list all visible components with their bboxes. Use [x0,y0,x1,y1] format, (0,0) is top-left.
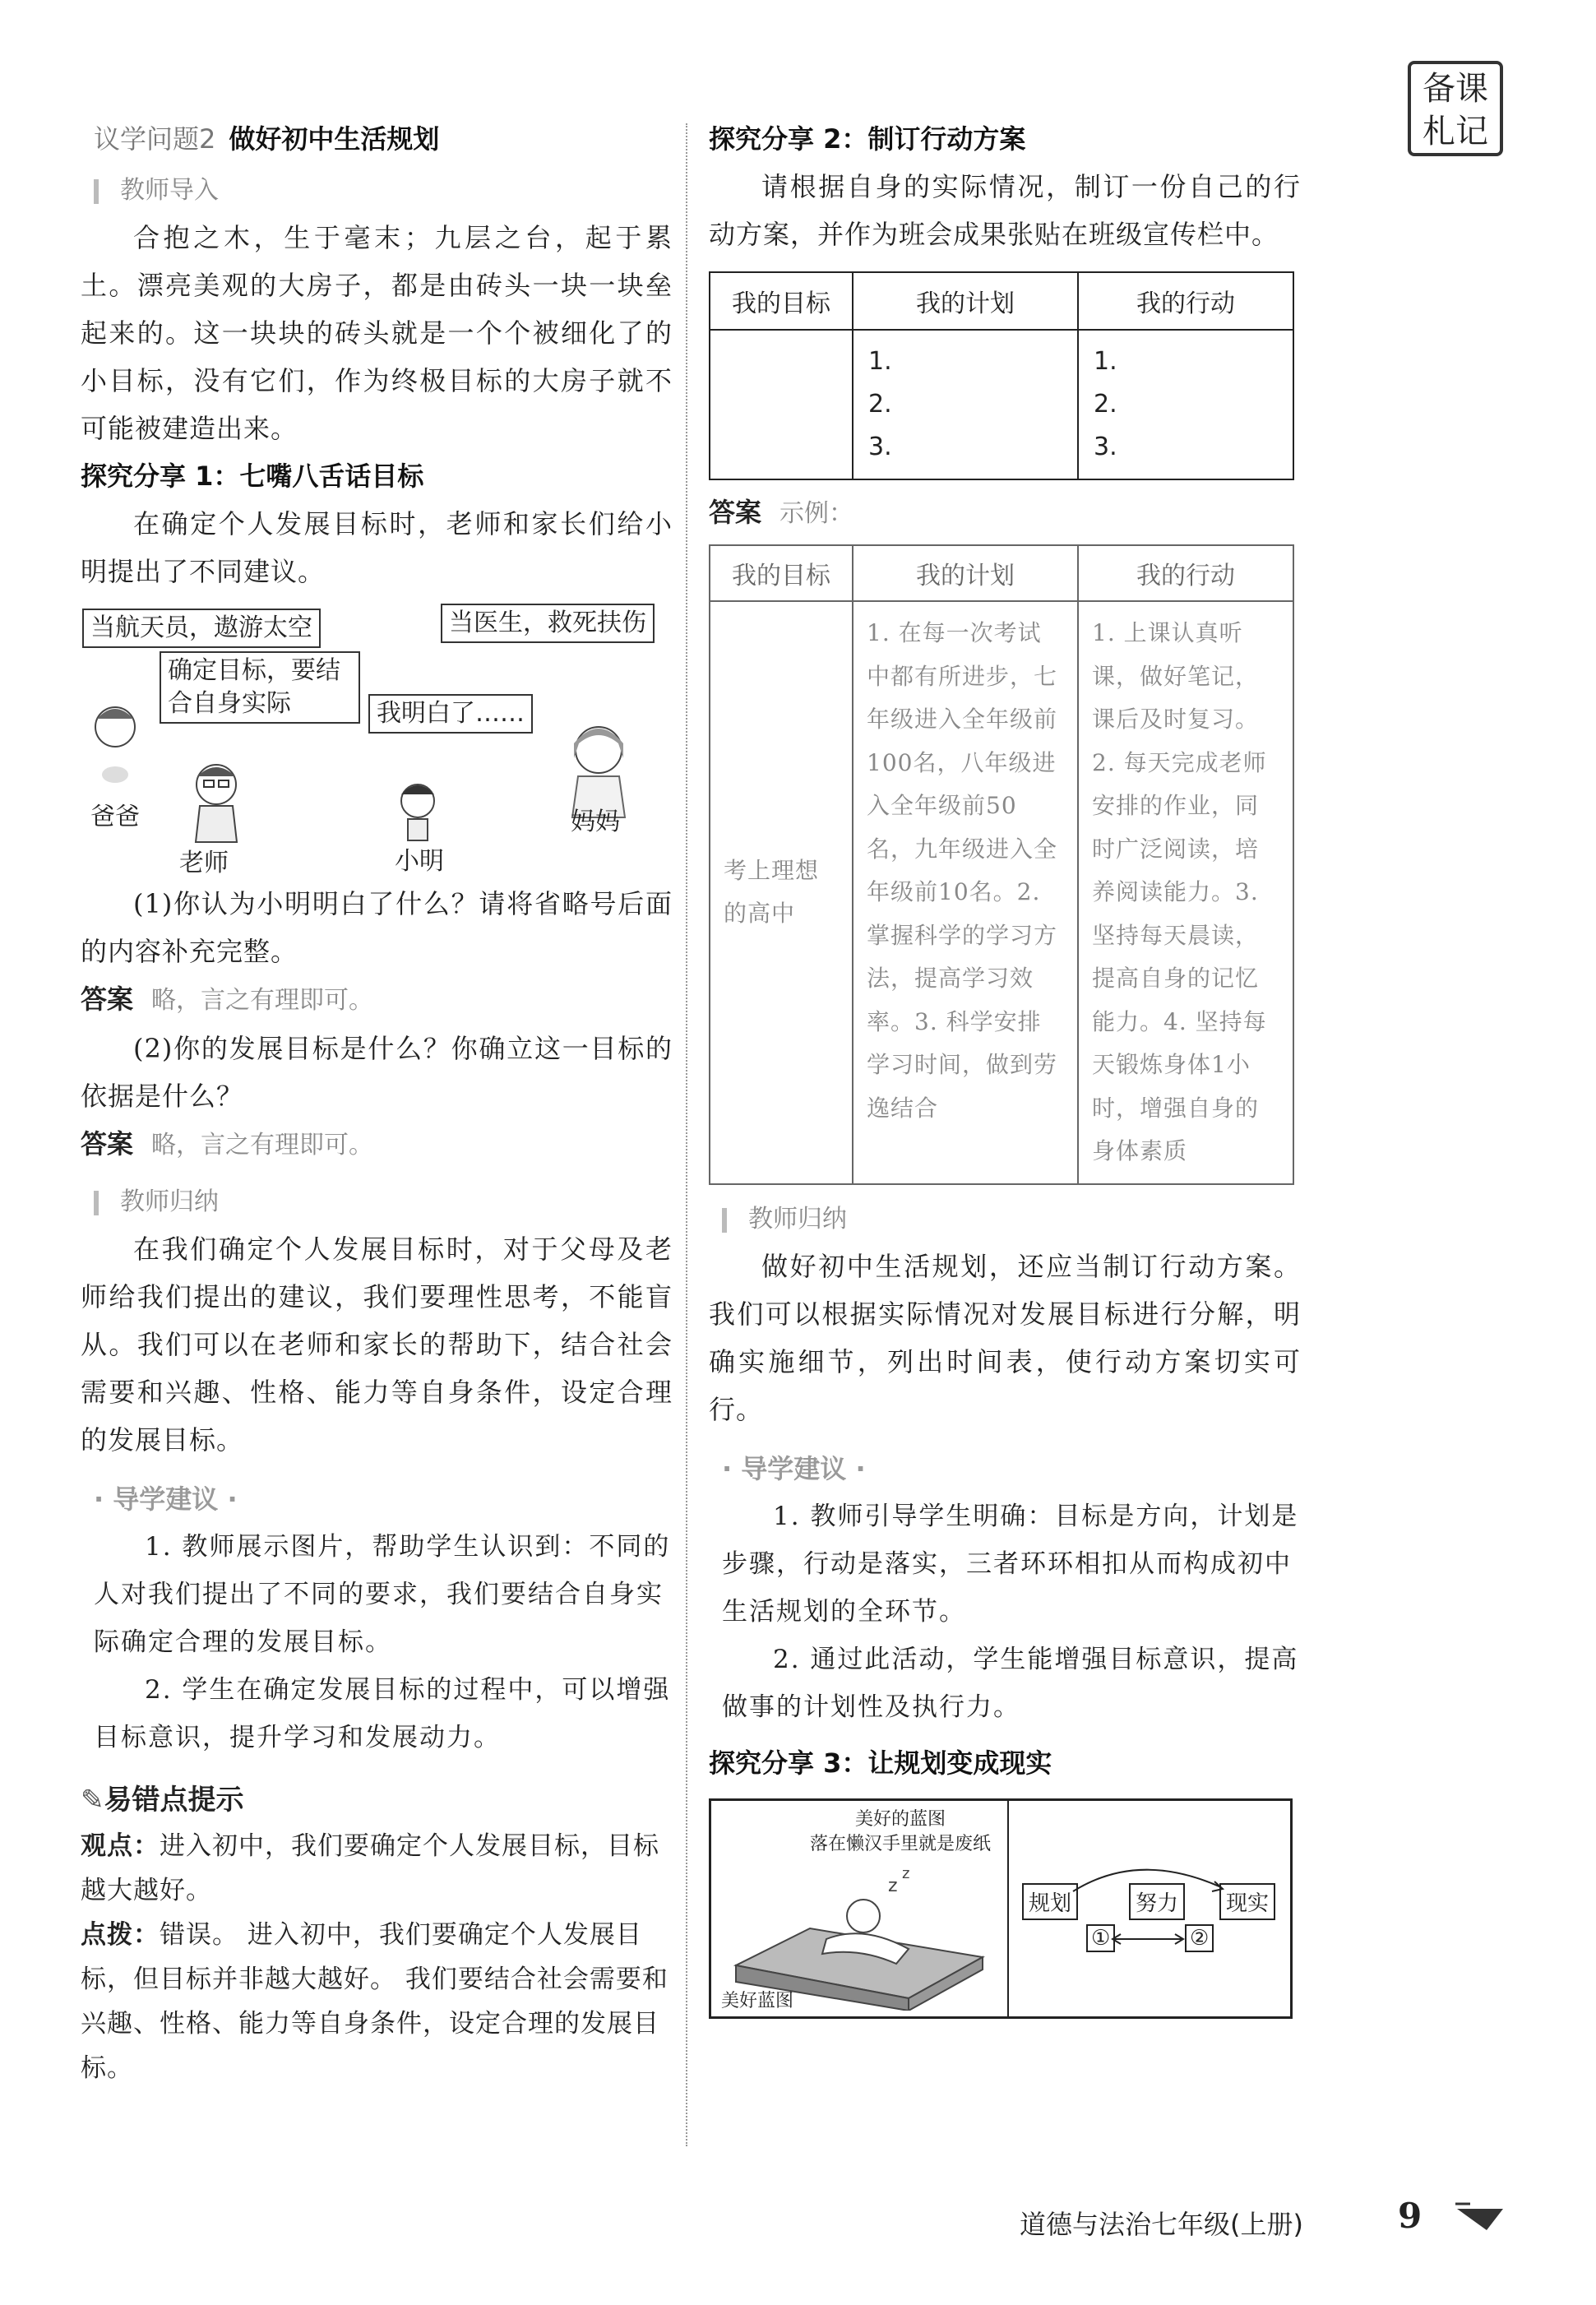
blank-plan-item: 2. [868,390,892,419]
ans-plan-cell: 1. 在每一次考试中都有所进步，七年级进入全年级前100名，八年级进入全年级前50名，九年级进入全年级前10名。2. 掌握科学的学习方法，提高学习效率。3. 科学安排学习时间，做到劳逸结合 [853,601,1078,1184]
svg-text:z: z [888,1875,898,1896]
left-column [81,115,673,2090]
answer-1-label: 答案 [81,984,134,1015]
blank-plan-cell [853,330,1078,479]
box-reality: 现实 [1219,1883,1275,1920]
share1-paragraph: 在确定个人发展目标时，老师和家长们给小明提出了不同建议。 [81,508,673,587]
right-guide-item-2: 2. 通过此活动，学生能增强目标意识，提高做事的计划性及执行力。 [722,1644,1299,1722]
right-guide-item-1: 1. 教师引导学生明确：目标是方向，计划是步骤，行动是落实，三者环环相扣从而构成初中生活规划的全环节。 [722,1501,1299,1627]
prep-notes-badge: 备课札记 [1408,61,1503,156]
blank-action-item: 1. [1094,347,1117,376]
dad-figure [95,707,135,783]
name-dad: 爸爸 [90,803,140,831]
answer-2-text: 略，言之有理即可。 [151,1131,374,1159]
tip-view-label: 观点： [81,1831,160,1861]
book-label: 美好蓝图 [721,1990,794,2011]
blank-plan-item: 1. [868,347,892,376]
right-guide-title: · 导学建议 · [722,1452,866,1484]
right-column [709,115,1301,2019]
answer-example [709,488,1301,538]
plan-table-body-row [710,330,1293,479]
topic-text: 做好初中生活规划 [229,123,440,155]
answer-table-body-row [710,601,1293,1184]
answer-2-label: 答案 [81,1128,134,1159]
cartoon-figures [81,661,673,875]
summary-paragraph: 在我们确定个人发展目标时，对于父母及老师给我们提出的建议，我们要理性思考，不能盲从。我们可以在老师和家长的帮助下，结合社会需要和兴趣、性格、能力等自身条件，设定合理的发展目标。 [81,1233,673,1456]
tip-view-text: 进入初中，我们要确定个人发展目标，目标越大越好。 [81,1831,659,1905]
name-mom: 妈妈 [571,808,620,836]
guide-item-2: 2. 学生在确定发展目标的过程中，可以增强目标意识，提升学习和发展动力。 [94,1675,671,1752]
ans-header-goal: 我的目标 [710,545,853,601]
diagram-caption [802,1807,999,1857]
tip-title-text: 易错点提示 [104,1784,244,1817]
plan-table-blank [709,271,1294,480]
plan-reality-diagram [709,1798,1293,2019]
guide-title: · 导学建议 · [94,1483,238,1515]
answer-example-label: 答案 [709,497,762,528]
cartoon-illustration [81,604,673,875]
footer-book-title: 道德与法治七年级(上册) [1020,2209,1303,2240]
guide-item-1: 1. 教师展示图片，帮助学生认识到：不同的人对我们提出了不同的要求，我们要结合自身实际确定合理的发展目标。 [94,1532,671,1657]
bubble-dad: 当航天员，遨游太空 [82,609,321,648]
diagram-caption-line1: 美好的蓝图 [854,1808,946,1830]
plan-table-header-row [710,272,1293,330]
svg-text:z: z [902,1864,910,1882]
intro-paragraph: 合抱之木，生于毫末；九层之台，起于累土。漂亮美观的大房子，都是由砖头一块一块垒起来的。这一块块的砖头就是一个个被细化了的小目标，没有它们，作为终极目标的大房子就不可能被建造出来。 [81,222,673,444]
blank-action-cell [1078,330,1293,479]
question-2: (2)你的发展目标是什么？你确立这一目标的依据是什么？ [81,1033,673,1112]
column-divider [686,123,687,2146]
name-teacher: 老师 [179,849,229,877]
page-number: 9 [1398,2196,1423,2236]
header-goal: 我的目标 [710,272,853,330]
topic-label: 议学问题2 [94,123,216,155]
pencil-icon: ✎ [81,1784,104,1817]
blank-action-item: 2. [1094,390,1117,419]
blank-action-item: 3. [1094,433,1117,461]
header-plan: 我的计划 [853,272,1078,330]
box-plan: 规划 [1022,1883,1078,1920]
bubble-teacher: 确定目标，要结合自身实际 [160,651,360,724]
diagram-caption-line2: 落在懒汉手里就是废纸 [809,1833,991,1854]
tip-title [81,1776,673,1824]
ans-header-plan: 我的计划 [853,545,1078,601]
share2-paragraph: 请根据自身的实际情况，制订一份自己的行动方案，并作为班会成果张贴在班级宣传栏中。 [709,171,1301,250]
footer-arrow-icon [1454,2201,1511,2233]
plan-table-answer [709,544,1294,1185]
answer-table-header-row [710,545,1293,601]
diagram-arrows [1007,1850,1287,1974]
tip-point [81,1913,673,2090]
slot-1: ① [1086,1924,1115,1952]
ans-action-cell: 1. 上课认真听课，做好笔记，课后及时复习。2. 每天完成老师安排的作业，同时广泛阅读，培养阅读能力。3. 坚持每天晨读，提高自身的记忆能力。4. 坚持每天锻炼身体1小时，增强自身的身体素质 [1078,601,1293,1184]
teacher-figure [196,765,237,842]
tip-view [81,1824,673,1913]
topic-heading [94,115,673,163]
blank-plan-item: 3. [868,433,892,461]
name-ming: 小明 [395,847,444,876]
share3-title: 探究分享 3：让规划变成现实 [709,1747,1052,1779]
right-teacher-summary-label: 教师归纳 [709,1196,1301,1243]
tip-point-text: 错误。 进入初中，我们要确定个人发展目标，但目标并非越大越好。 我们要结合社会需要和兴趣、性格、能力等自身条件，设定合理的发展目标。 [81,1920,668,2083]
question-1: (1)你认为小明明白了什么？请将省略号后面的内容补充完整。 [81,888,673,967]
bubble-mom: 当医生，救死扶伤 [441,604,655,643]
tip-point-label: 点拨： [81,1920,160,1950]
ans-header-action: 我的行动 [1078,545,1293,601]
teacher-summary-label: 教师归纳 [81,1179,673,1225]
ans-goal-cell: 考上理想的高中 [710,601,853,1184]
answer-2 [81,1120,673,1169]
answer-1 [81,975,673,1025]
answer-1-text: 略，言之有理即可。 [151,986,374,1015]
slot-2: ② [1185,1924,1214,1952]
ming-figure [401,785,434,840]
share1-title: 探究分享 1：七嘴八舌话目标 [81,461,424,492]
box-effort: 努力 [1129,1883,1185,1920]
bubble-ming: 我明白了…… [368,694,533,734]
share2-title: 探究分享 2：制订行动方案 [709,123,1026,155]
teacher-intro-label: 教师导入 [81,168,673,214]
blank-goal-cell [710,330,853,479]
right-summary-paragraph: 做好初中生活规划，还应当制订行动方案。我们可以根据实际情况对发展目标进行分解，明确实施细节，列出时间表，使行动方案切实可行。 [709,1250,1301,1425]
answer-example-text: 示例： [779,499,854,528]
header-action: 我的行动 [1078,272,1293,330]
